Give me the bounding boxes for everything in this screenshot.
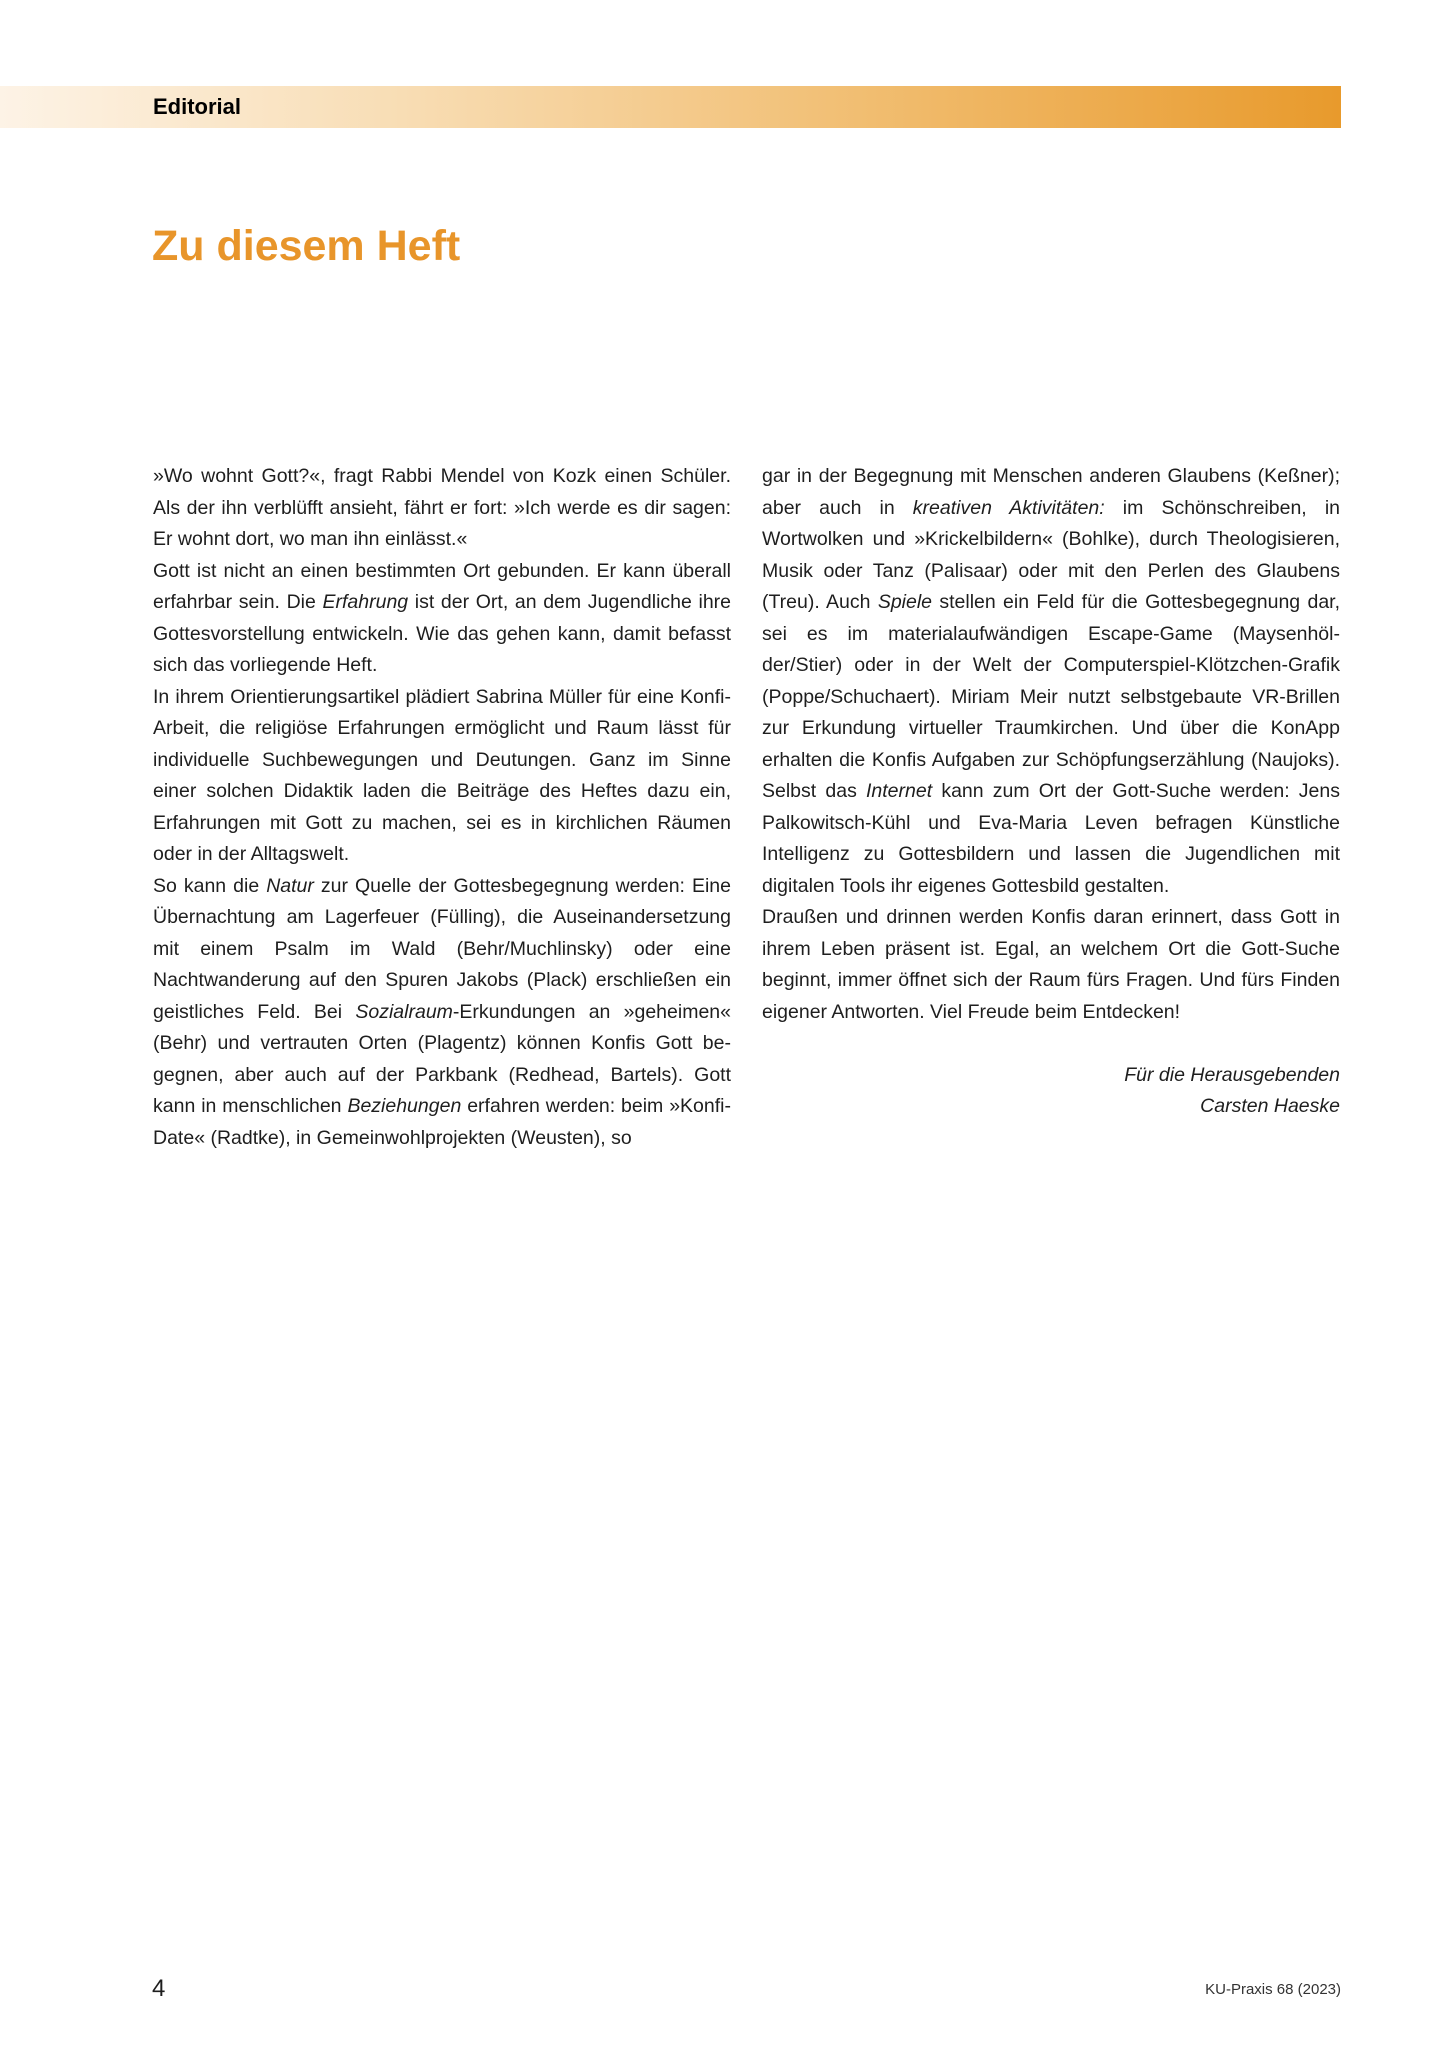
paragraph-closing: Draußen und drinnen werden Konfis daran erinnert, dass Gott in ihrem Leben präsent ist. Egal, an welchem Ort die Gott-Suche beginnt, immer öffnet sich der Raum fürs Fragen. Und fürs Finden eigener Antworten. Viel Freude beim Entdecken! (762, 906, 1340, 1023)
page-title: Zu diesem Heft (152, 222, 461, 270)
article-column-left (153, 461, 731, 1154)
emphasis-spiele: Spiele (877, 591, 933, 613)
section-label: Editorial (153, 94, 242, 119)
signature-author: Carsten Haeske (1200, 1095, 1340, 1117)
paragraph-quote: »Wo wohnt Gott?«, fragt Rabbi Mendel von Kozk einen Schüler. Als der ihn verblüfft ansieht, fährt er fort: »Ich werde es dir sagen: Er wohnt dort, wo man ihn einlässt.« (153, 465, 731, 550)
paragraph-places: So kann die Natur zur Quelle der Gottesbegegnung werden: Eine Übernachtung am Lagerfeuer (Fülling), die Auseinandersetzung mit einem Psalm im Wald (Behr/Muchlinsky) oder eine Nachtwanderung auf den Spuren Jakobs (Plack) erschließen ein geistliches Feld. Bei Sozialraum-Erkundungen an »geheimen« (Behr) und vertrauten Orten (Plagentz) können Konfis Gott begegnen, aber auch auf der Parkbank (Redhead, Bartels). Gott kann in menschlichen Beziehungen erfahren werden: beim »Konfi-Date« (Radtke), in Gemeinwohlprojekten (Weusten), so (153, 874, 731, 1149)
emphasis-natur: Natur (266, 874, 314, 897)
emphasis-kreative-aktivitaeten: kreativen Aktivitäten: (912, 496, 1105, 519)
paragraph-orientation: In ihrem Orientierungsartikel plädiert Sabrina Müller für eine Konfi-Arbeit, die religiöse Erfahrungen ermöglicht und Raum lässt für individuelle Suchbewegungen und Deutungen. Ganz im Sinne einer solchen Didaktik laden die Beiträge des Heftes dazu ein, Erfahrungen mit Gott zu machen, sei es in kirchlichen Räumen oder in der Alltagswelt. (153, 685, 731, 865)
emphasis-internet: Internet (866, 780, 933, 802)
signature (762, 1060, 1340, 1123)
signature-role: Für die Herausgebenden (1124, 1063, 1340, 1086)
article-column-right (762, 461, 1340, 1123)
paragraph-places-continued: gar in der Begegnung mit Menschen anderen Glaubens (Keßner); aber auch in kreativen Aktivitäten: im Schönschreiben, in Wortwolken und »Krickelbildern« (Bohlke), durch Theologisieren, Musik oder Tanz (Palisaar) oder mit den Perlen des Glaubens (Treu). Auch Spiele stellen ein Feld für die Gottesbegegnung dar, sei es im materialaufwändigen Escape-Game (Maysenhölder/Stier) oder in der Welt der Computerspiel-Klötzchen-Grafik (Poppe/Schuchaert). Miriam Meir nutzt selbstgebaute VR-Brillen zur Erkundung virtueller Traumkirchen. Und über die KonApp erhalten die Konfis Aufgaben zur Schöpfungserzählung (Naujoks). Selbst das Internet kann zum Ort der Gott-Suche werden: Jens Palkowitsch-Kühl und Eva-Maria Leven befragen Künstliche Intelligenz zu Gottesbildern und lassen die Jugendlichen mit digitalen Tools ihr eigenes Gottesbild gestalten. (762, 465, 1340, 897)
page-number: 4 (152, 1975, 166, 2002)
emphasis-sozialraum: Sozialraum (355, 1000, 453, 1023)
journal-reference: KU-Praxis 68 (2023) (1205, 1981, 1341, 1998)
paragraph-experience: Gott ist nicht an einen bestimmten Ort gebunden. Er kann überall erfahrbar sein. Die Erfahrung ist der Ort, an dem Jugendliche ihre Gottesvorstellung entwickeln. Wie das gehen kann, damit befasst sich das vorliegende Heft. (153, 559, 732, 676)
emphasis-beziehungen: Beziehungen (347, 1095, 462, 1117)
emphasis-erfahrung: Erfahrung (322, 591, 409, 613)
